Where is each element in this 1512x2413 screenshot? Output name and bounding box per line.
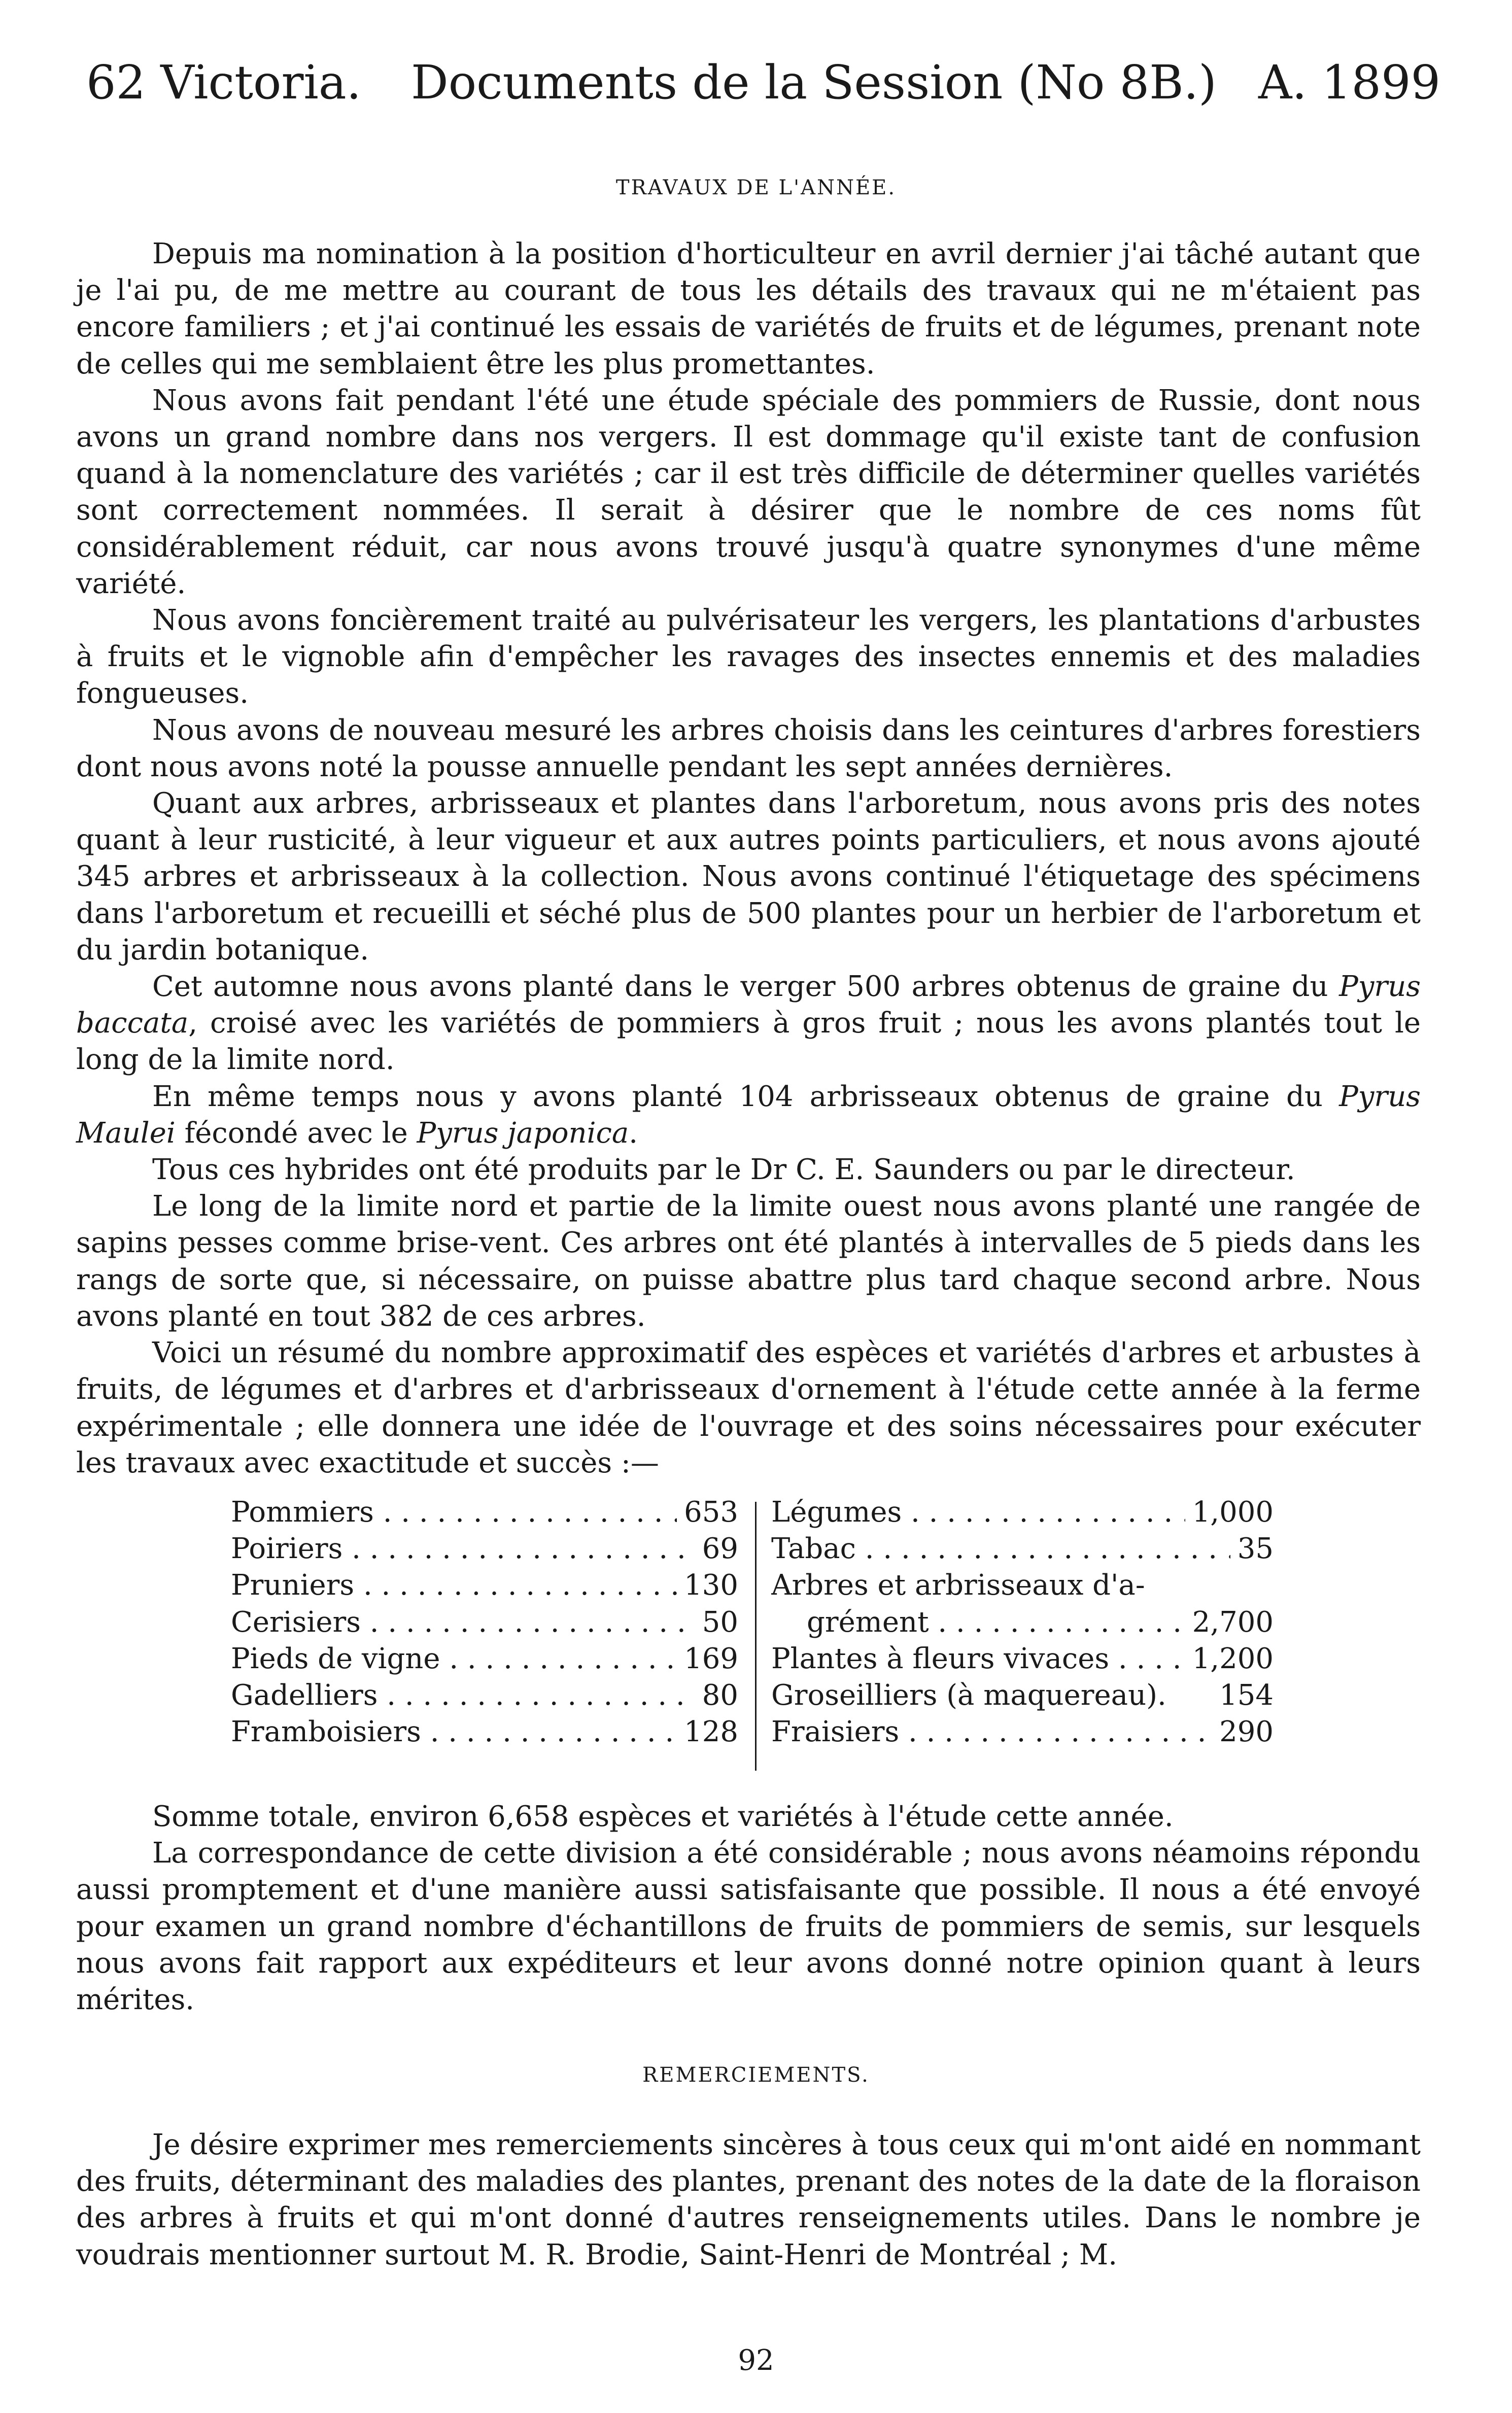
table-divider [755, 1502, 757, 1771]
paragraph: Voici un résumé du nombre approximatif des espèces et variétés d'arbres et arbustes à fruits, de légumes et d'arbres et d'arbrisseaux d'ornement à l'étude cette année à la ferme expérimentale ; elle donnera une idée de l'ouvrage et des soins nécessaires pour exécuter les travaux avec exactitude et succès :— [76, 1336, 1421, 1479]
paragraph: Quant aux arbres, arbrisseaux et plantes dans l'arboretum, nous avons pris des notes quant à leur rusticité, à leur vigueur et aux autres points particuliers, et nous avons ajouté 345 arbres et arbrisseaux à la collection. Nous avons continué l'étiquetage des spécimens dans l'arboretum et recueilli et séché plus de 500 plantes pour un herbier de l'arboretum et du jardin botanique. [76, 787, 1421, 967]
header-year: A. 1899 [1258, 55, 1441, 110]
summary-total: Somme totale, environ 6,658 espèces et variétés à l'étude cette année. [152, 1800, 1174, 1833]
header-session-left: 62 Victoria. [86, 55, 361, 110]
table-row: Plantes à fleurs vivaces . . . 1,200 [771, 1641, 1274, 1677]
species-name: Pyrus japonica [417, 1116, 629, 1150]
species-name: Pyrus baccata [76, 970, 1421, 1040]
paragraph: Le long de la limite nord et partie de la limite ouest nous avons planté une rangée de sapins pesses comme brise-vent. Ces arbres ont été plantés à intervalles de 5 pieds dans les rangs de sorte que, si nécessaire, on puisse abattre plus tard chaque second arbre. Nous avons planté en tout 382 de ces arbres. [76, 1190, 1421, 1333]
summary-table-left [231, 1494, 738, 1750]
table-row: Gadelliers . . . 80 [231, 1677, 738, 1714]
paragraph: Nous avons foncièrement traité au pulvérisateur les vergers, les plantations d'arbustes à fruits et le vignoble afin d'empêcher les ravages des insectes ennemis et des maladies fongueuses. [76, 604, 1421, 710]
section-title-travaux: TRAVAUX DE L'ANNÉE. [615, 176, 897, 199]
table-row: Tabac . . . 35 [771, 1531, 1274, 1567]
paragraph: Nous avons de nouveau mesuré les arbres choisis dans les ceintures d'arbres forestiers dont nous avons noté la pousse annuelle pendant les sept années dernières. [76, 713, 1421, 783]
paragraph-remerciements: Je désire exprimer mes remerciements sincères à tous ceux qui m'ont aidé en nommant des fruits, déterminant des maladies des plantes, prenant des notes de la date de la floraison des arbres à fruits et qui m'ont donné d'autres renseignements utiles. Dans le nombre je voudrais mentionner surtout M. R. Brodie, Saint-Henri de Montréal ; M. [76, 2128, 1421, 2271]
table-row: Fraisiers . . . 290 [771, 1714, 1274, 1750]
table-row: Poiriers . . . 69 [231, 1531, 738, 1567]
table-row: Pieds de vigne . . . 169 [231, 1641, 738, 1677]
paragraph: Nous avons fait pendant l'été une étude spéciale des pommiers de Russie, dont nous avons un grand nombre dans nos vergers. Il est dommage qu'il existe tant de confusion quand à la nomenclature des variétés ; car il est très difficile de déterminer quelles variétés sont correctement nommées. Il serait à désirer que le nombre de ces noms fût considérablement réduit, car nous avons trouvé jusqu'à quatre synonymes d'une même variété. [76, 384, 1421, 600]
body-text-remerciements [76, 2127, 1421, 2273]
body-text-travaux [76, 236, 1421, 1481]
table-row: grément . . . 2,700 [771, 1604, 1274, 1641]
table-row: Groseilliers (à maquereau). 154 [771, 1679, 1274, 1712]
page-number: 92 [738, 2344, 774, 2377]
summary-table-right [771, 1494, 1274, 1750]
header-title: Documents de la Session (No 8B.) [411, 55, 1217, 110]
table-row: Framboisiers . . . 128 [231, 1714, 738, 1750]
paragraph-pyrus-baccata: Cet automne nous avons planté dans le verger 500 arbres obtenus de graine du Pyrus baccata, croisé avec les variétés de pommiers à gros fruit ; nous les avons plantés tout le long de la limite nord. [76, 970, 1421, 1077]
paragraph-correspondance: La correspondance de cette division a été considérable ; nous avons néamoins répondu aussi promptement et d'une manière aussi satisfaisante que possible. Il nous a été envoyé pour examen un grand nombre d'échantillons de fruits de pommiers de semis, sur lesquels nous avons fait rapport aux expéditeurs et leur avons donné notre opinion quant à leurs mérites. [76, 1837, 1421, 2017]
species-name: Pyrus Maulei [76, 1080, 1421, 1150]
body-text-summary [76, 1799, 1421, 2018]
table-row: Arbres et arbrisseaux d'a- [771, 1569, 1145, 1602]
paragraph: Depuis ma nomination à la position d'horticulteur en avril dernier j'ai tâché autant que je l'ai pu, de me mettre au courant de tous les détails des travaux qui ne m'étaient pas encore familiers ; et j'ai continué les essais de variétés de fruits et de légumes, prenant note de celles qui me semblaient être les plus promettantes. [76, 237, 1421, 381]
paragraph-pyrus-maulei: En même temps nous y avons planté 104 arbrisseaux obtenus de graine du Pyrus Maulei fécondé avec le Pyrus japonica. [76, 1080, 1421, 1150]
table-row: Légumes . . . 1,000 [771, 1494, 1274, 1531]
table-row: Pommiers . . . 653 [231, 1494, 738, 1531]
table-row: Pruniers . . . 130 [231, 1567, 738, 1604]
table-row: Cerisiers . . . 50 [231, 1604, 738, 1641]
paragraph: Tous ces hybrides ont été produits par le Dr C. E. Saunders ou par le directeur. [152, 1153, 1295, 1187]
section-title-remerciements: REMERCIEMENTS. [642, 2063, 870, 2087]
